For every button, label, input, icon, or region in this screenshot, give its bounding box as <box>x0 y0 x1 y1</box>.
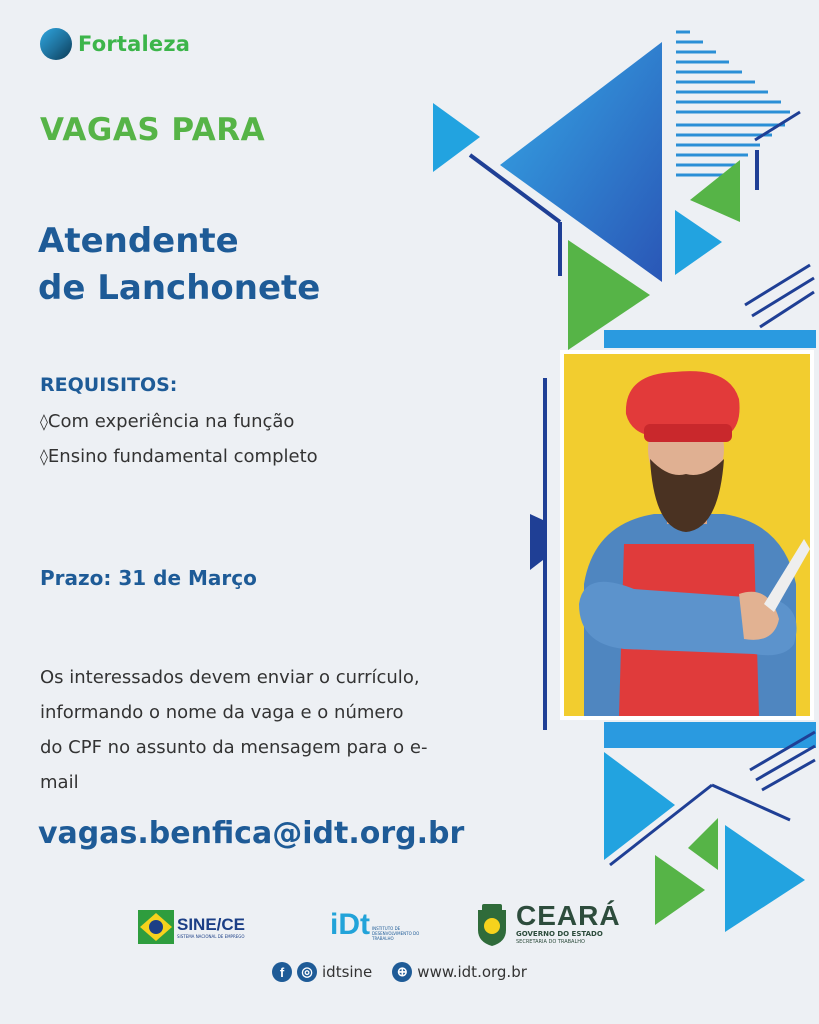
job-title-line-2: de Lanchonete <box>38 268 321 308</box>
requirements-title: REQUISITOS: <box>40 374 178 396</box>
brand-logo <box>40 28 190 60</box>
website-link[interactable]: www.idt.org.br <box>417 963 527 981</box>
headline: VAGAS PARA <box>40 112 266 148</box>
brand-name: Fortaleza <box>78 32 191 56</box>
job-title <box>38 218 320 312</box>
instructions-text: Os interessados devem enviar o currículo, informando o nome da vaga e o número do CPF no assunto da mensagem para o e-mail <box>40 667 428 793</box>
chef-illustration <box>564 354 810 716</box>
sine-ce-logo <box>138 910 245 944</box>
requirement-item: ◊ Ensino fundamental completo <box>40 439 318 474</box>
idt-subtitle: INSTITUTO DE DESENVOLVIMENTO DO TRABALHO <box>372 926 420 941</box>
ceara-subtitle: GOVERNO DO ESTADO <box>516 930 603 938</box>
ceara-seal-icon <box>474 902 510 946</box>
brand-circle-icon <box>40 28 72 60</box>
brazil-flag-icon <box>138 910 174 944</box>
facebook-icon[interactable]: f <box>272 962 292 982</box>
ceara-government-logo <box>474 902 621 946</box>
requirements-list <box>40 404 318 474</box>
ceara-title: CEARÁ <box>516 900 621 931</box>
contact-email[interactable]: vagas.benfica@idt.org.br <box>38 816 465 851</box>
partner-logos <box>138 900 638 952</box>
deadline: Prazo: 31 de Março <box>40 566 257 590</box>
globe-icon: ⊕ <box>392 962 412 982</box>
ceara-department: SECRETARIA DO TRABALHO <box>516 939 585 945</box>
instagram-icon[interactable]: ◎ <box>297 962 317 982</box>
job-title-line-1: Atendente <box>38 221 239 261</box>
chef-photo <box>560 350 814 720</box>
requirement-item: ◊ Com experiência na função <box>40 404 318 439</box>
sine-subtitle: SISTEMA NACIONAL DE EMPREGO <box>177 933 245 939</box>
social-handle[interactable]: idtsine <box>322 963 373 981</box>
social-links <box>272 962 527 982</box>
idt-logo <box>330 908 428 941</box>
sine-title: SINE/CE <box>177 914 246 934</box>
idt-mark: iDt <box>330 907 370 941</box>
